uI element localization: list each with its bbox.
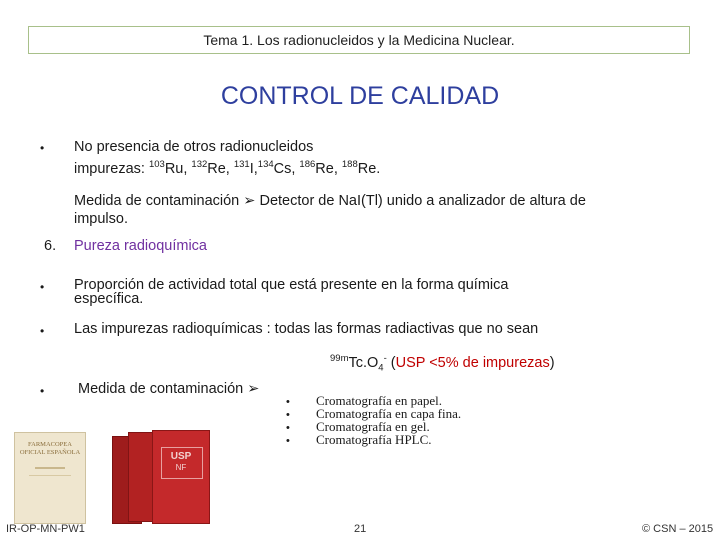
footer-left: IR-OP-MN-PW1 bbox=[6, 523, 85, 535]
list-bullet: • bbox=[286, 435, 290, 447]
list-bullet: • bbox=[286, 409, 290, 421]
isotope-mass: 188 bbox=[341, 159, 358, 170]
measure-contamination-line bbox=[74, 192, 586, 210]
list-item: Cromatografía en gel. bbox=[316, 419, 430, 434]
impurities-line bbox=[74, 156, 380, 178]
measure-label: Medida de contaminación bbox=[74, 193, 240, 209]
usp-limit: USP <5% de impurezas bbox=[395, 354, 550, 371]
list-item: Cromatografía HPLC. bbox=[316, 432, 432, 447]
isotope-symbol: Ru, bbox=[164, 160, 192, 177]
bullet-dot-4: • bbox=[40, 384, 45, 398]
isotope-symbol: Re. bbox=[357, 160, 381, 177]
bullet-dot-2: • bbox=[40, 280, 45, 294]
bullet-dot-3: • bbox=[40, 324, 45, 338]
isotope-mass: 132 bbox=[191, 159, 208, 170]
tc-mass: 99m bbox=[330, 353, 349, 364]
tc-close: ) bbox=[549, 354, 555, 371]
list-bullet: • bbox=[286, 396, 290, 408]
bullet-dot-1: • bbox=[40, 141, 45, 155]
list-item: Cromatografía en papel. bbox=[316, 393, 442, 408]
isotope-symbol: Re, bbox=[207, 160, 234, 177]
tc-sub: 4 bbox=[378, 362, 384, 374]
impurities-prefix: impurezas: bbox=[74, 160, 149, 177]
item-label-radiochemical-purity: Pureza radioquímica bbox=[74, 238, 207, 254]
impurities-list bbox=[149, 161, 380, 177]
isotope-mass: 186 bbox=[299, 159, 316, 170]
tc-formula: Tc.O bbox=[348, 354, 379, 371]
tc-open: ( bbox=[386, 354, 396, 371]
measure-contamination-line-2: impulso. bbox=[74, 211, 128, 227]
list-item: Cromatografía en capa fina. bbox=[316, 406, 462, 421]
isotope-symbol: I, bbox=[249, 160, 258, 177]
tc-line bbox=[330, 350, 555, 378]
no-other-radionuclides-text: No presencia de otros radionucleidos bbox=[74, 139, 314, 155]
radiochemical-impurities-text: Las impurezas radioquímicas : todas las formas radiactivas que no sean bbox=[74, 321, 539, 337]
detector-text: Detector de NaI(Tl) unido a analizador de altura de bbox=[259, 193, 586, 209]
isotope-mass: 131 bbox=[233, 159, 250, 170]
item-number: 6. bbox=[44, 238, 57, 254]
header-text: Tema 1. Los radionucleidos y la Medicina Nuclear. bbox=[203, 32, 515, 48]
proportion-text-2: específica. bbox=[74, 291, 144, 307]
measure2-label: Medida de contaminación bbox=[78, 381, 244, 397]
page-title: CONTROL DE CALIDAD bbox=[220, 82, 500, 110]
farmacopea-book-image bbox=[14, 432, 86, 524]
list-bullet: • bbox=[286, 422, 290, 434]
arrow-icon-2: ➢ bbox=[247, 381, 260, 397]
isotope-symbol: Re, bbox=[315, 160, 342, 177]
footer-page-number: 21 bbox=[354, 523, 367, 535]
book-title-1: FARMACOPEA bbox=[28, 441, 72, 448]
isotope-mass: 134 bbox=[257, 159, 274, 170]
arrow-icon: ➢ bbox=[243, 193, 256, 209]
isotope-mass: 103 bbox=[148, 159, 165, 170]
measure-contamination-2 bbox=[78, 380, 259, 398]
usp-label: USP bbox=[170, 451, 192, 462]
footer-right: © CSN – 2015 bbox=[642, 523, 714, 535]
proportion-text-1: Proporción de actividad total que está presente en la forma química bbox=[74, 277, 509, 293]
tc-sup: - bbox=[383, 353, 387, 364]
header-box bbox=[28, 26, 690, 54]
book-title-2: OFICIAL ESPAÑOLA bbox=[19, 449, 81, 456]
usp-book-front bbox=[152, 430, 210, 524]
nf-label: NF bbox=[175, 463, 187, 472]
isotope-symbol: Cs, bbox=[273, 160, 300, 177]
